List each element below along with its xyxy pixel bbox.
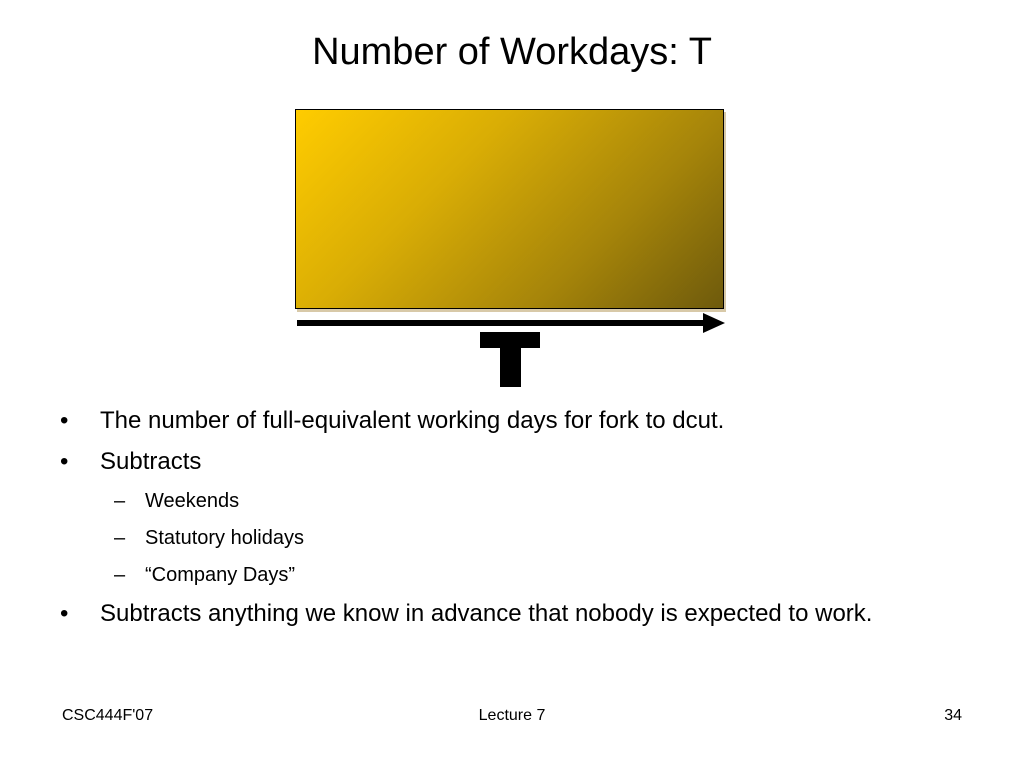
bullet-marker: • [60,407,69,434]
workdays-box [295,109,724,309]
footer-page-number: 34 [944,707,962,724]
sub-bullet-marker: – [114,564,126,586]
sub-bullet-text: Weekends [145,490,240,512]
bullet-text: Subtracts [100,448,202,475]
bullet-text: Subtracts anything we know in advance that nobody is expected to work. [100,600,873,627]
footer-lecture: Lecture 7 [478,707,546,724]
t-label-text: T [509,369,511,370]
sub-bullet-marker: – [114,490,126,512]
slide-title: Number of Workdays: T [312,31,712,73]
sub-bullet-item [58,486,958,516]
sub-bullet-text: “Company Days” [145,564,296,586]
bullet-marker: • [60,600,69,627]
footer-course: CSC444F'07 [62,707,154,724]
bullet-marker: • [60,448,69,475]
sub-bullet-marker: – [114,527,126,549]
sub-bullet-item [58,523,958,553]
sub-bullet-item [58,560,958,590]
bullet-item [58,445,958,479]
bullet-item [58,597,958,631]
bullet-list [58,404,958,638]
bullet-item [58,404,958,438]
timeline-figure [290,104,730,394]
sub-bullet-text: Statutory holidays [145,527,304,549]
t-label [480,329,540,389]
bullet-text: The number of full-equivalent working days for fork to dcut. [100,407,725,434]
